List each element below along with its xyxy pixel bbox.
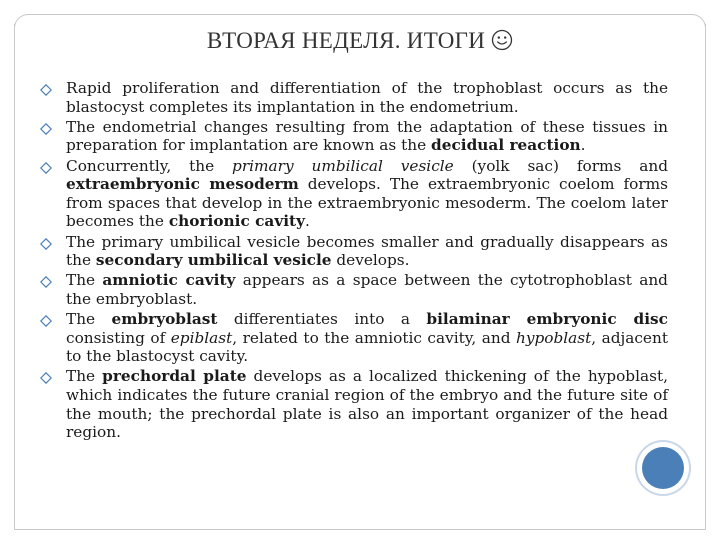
list-item: The endometrial changes resulting from the adaptation of these tissues in preparation for implantation are known as the decidual reaction. (40, 118, 668, 155)
slide-frame-bottom (14, 529, 706, 530)
slide-title-text: ВТОРАЯ НЕДЕЛЯ. ИТОГИ (206, 28, 486, 53)
list-item: The embryoblast differentiates into a bilaminar embryonic disc consisting of epiblast, related to the amniotic cavity, and hypoblast, adjacent to the blastocyst cavity. (40, 310, 668, 366)
diamond-bullet-icon (40, 370, 52, 382)
list-item: The prechordal plate develops as a localized thickening of the hypoblast, which indicates the future cranial region of the embryo and the future site of the mouth; the prechordal plate is also an important organizer of the head region. (40, 367, 668, 441)
diamond-bullet-icon (40, 121, 52, 133)
slide-frame-right (705, 24, 706, 530)
list-item: The primary umbilical vesicle becomes smaller and gradually disappears as the secondary umbilical vesicle develops. (40, 233, 668, 270)
list-item: Rapid proliferation and differentiation of the trophoblast occurs as the blastocyst completes its implantation in the endometrium. (40, 79, 668, 116)
list-item: The amniotic cavity appears as a space between the cytotrophoblast and the embryoblast. (40, 271, 668, 308)
diamond-bullet-icon (40, 236, 52, 248)
diamond-bullet-icon (40, 82, 52, 94)
diamond-bullet-icon (40, 160, 52, 172)
slide-frame-left (14, 24, 15, 530)
smiley-icon (491, 29, 513, 57)
diamond-bullet-icon (40, 274, 52, 286)
slide-title (0, 28, 720, 57)
diamond-bullet-icon (40, 313, 52, 325)
slide-decoration-circle (642, 447, 684, 489)
bullet-list (40, 79, 668, 443)
list-item: Concurrently, the primary umbilical vesicle (yolk sac) forms and extraembryonic mesoderm develops. The extraembryonic coelom forms from spaces that develop in the extraembryonic mesoderm. The coelom later becomes the chorionic cavity. (40, 157, 668, 231)
